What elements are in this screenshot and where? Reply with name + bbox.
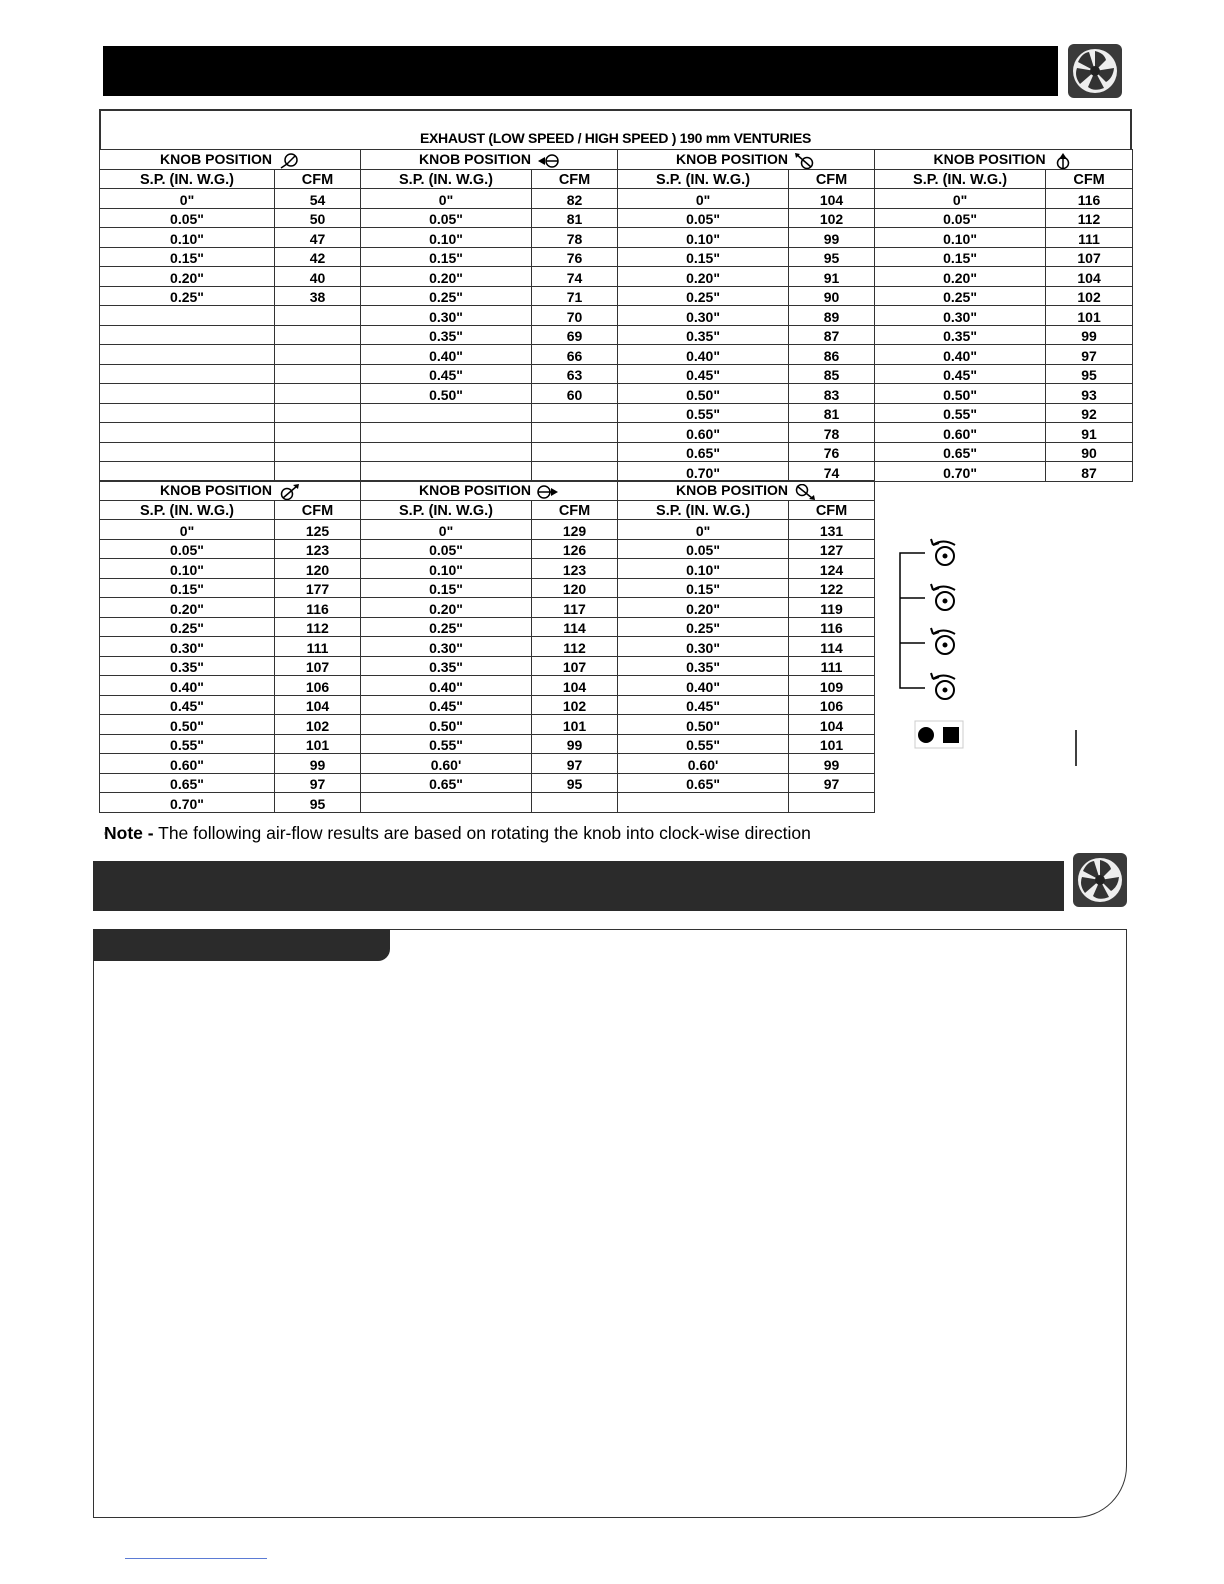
cfm-cell: 106 [789, 695, 875, 715]
cfm-cell: 83 [789, 384, 875, 404]
sp-cell: 0.45" [875, 364, 1046, 384]
sp-cell: 0.45" [361, 695, 532, 715]
cfm-cell: 95 [275, 793, 361, 813]
footer-link-line [125, 1558, 267, 1559]
cfm-cell: 89 [789, 306, 875, 326]
knob-left-arrow-icon [537, 153, 559, 169]
cfm-cell: 63 [532, 364, 618, 384]
knob-header-row [100, 481, 875, 501]
cfm-cell: 177 [275, 578, 361, 598]
knob-position-header [100, 150, 361, 170]
cfm-cell: 127 [789, 539, 875, 559]
sp-cell: 0.15" [100, 578, 275, 598]
cfm-cell: 76 [789, 442, 875, 462]
rotate-ccw-icon [931, 673, 955, 699]
cfm-cell: 60 [532, 384, 618, 404]
knob-position-label: KNOB POSITION [160, 151, 273, 168]
table-row [100, 598, 875, 618]
table-row [100, 462, 1133, 482]
cfm-cell: 99 [789, 228, 875, 248]
cfm-cell: 86 [789, 345, 875, 365]
cfm-cell: 81 [532, 208, 618, 228]
empty-cell [275, 442, 361, 462]
sp-cell: 0.45" [361, 364, 532, 384]
sp-cell: 0.20" [875, 267, 1046, 287]
sp-cell: 0.65" [361, 773, 532, 793]
cfm-cell: 101 [789, 734, 875, 754]
cfm-cell: 85 [789, 364, 875, 384]
cfm-cell: 107 [1046, 247, 1133, 267]
sp-cell: 0.35" [618, 656, 789, 676]
knob-header-row [100, 150, 1133, 170]
sp-cell: 0.55" [100, 734, 275, 754]
sp-cell: 0.30" [361, 637, 532, 657]
sp-cell: 0.10" [618, 228, 789, 248]
sp-cell: 0.40" [618, 676, 789, 696]
cfm-cell: 69 [532, 325, 618, 345]
cfm-cell: 90 [1046, 442, 1133, 462]
sp-cell: 0.05" [618, 539, 789, 559]
note-label: Note - [104, 823, 154, 843]
table-row [100, 384, 1133, 404]
sp-cell: 0.05" [875, 208, 1046, 228]
sp-cell: 0.35" [361, 325, 532, 345]
cfm-cell: 38 [275, 286, 361, 306]
cfm-cell: 102 [1046, 286, 1133, 306]
cfm-cell: 99 [789, 754, 875, 774]
sp-cell: 0.10" [100, 559, 275, 579]
sp-cell: 0.35" [361, 656, 532, 676]
cfm-cell: 111 [789, 656, 875, 676]
table-row [100, 773, 875, 793]
knob-down-right-icon [794, 484, 816, 500]
sp-column-header: S.P. (IN. W.G.) [361, 169, 532, 189]
empty-cell [275, 423, 361, 443]
sp-column-header: S.P. (IN. W.G.) [618, 500, 789, 520]
fan-logo-icon [1073, 853, 1127, 907]
cfm-column-header: CFM [1046, 169, 1133, 189]
cfm-cell: 131 [789, 520, 875, 540]
cfm-column-header: CFM [275, 169, 361, 189]
sp-cell: 0.70" [100, 793, 275, 813]
cfm-cell: 102 [789, 208, 875, 228]
sp-cell: 0.25" [361, 286, 532, 306]
cfm-cell: 66 [532, 345, 618, 365]
header-bar [103, 46, 1058, 96]
sp-column-header: S.P. (IN. W.G.) [100, 169, 275, 189]
sp-cell: 0.30" [100, 637, 275, 657]
cfm-column-header: CFM [275, 500, 361, 520]
sp-cell: 0.50" [100, 715, 275, 735]
cfm-cell: 99 [275, 754, 361, 774]
cfm-cell: 42 [275, 247, 361, 267]
cfm-cell: 126 [532, 539, 618, 559]
sp-cell: 0.65" [618, 442, 789, 462]
table-row [100, 734, 875, 754]
cfm-cell: 112 [1046, 208, 1133, 228]
sp-cell: 0.50" [618, 384, 789, 404]
sp-cell: 0" [361, 189, 532, 209]
cfm-cell: 92 [1046, 403, 1133, 423]
sp-cell: 0.15" [618, 578, 789, 598]
circle-icon [918, 727, 934, 743]
sp-cell: 0.10" [875, 228, 1046, 248]
table-row [100, 208, 1133, 228]
cfm-cell: 95 [789, 247, 875, 267]
sp-cell: 0.60" [100, 754, 275, 774]
sp-cell: 0.10" [361, 228, 532, 248]
note-body: The following air-flow results are based on rotating the knob into clock-wise direction [153, 823, 811, 843]
empty-cell [532, 423, 618, 443]
cfm-cell: 78 [789, 423, 875, 443]
cfm-cell: 123 [275, 539, 361, 559]
cfm-cell: 117 [532, 598, 618, 618]
cfm-cell: 76 [532, 247, 618, 267]
table-title: EXHAUST (LOW SPEED / HIGH SPEED ) 190 mm VENTURIES [419, 130, 812, 146]
sp-cell: 0.70" [618, 462, 789, 482]
cfm-cell: 87 [1046, 462, 1133, 482]
rotate-ccw-icon [931, 584, 955, 610]
sp-cell: 0.25" [618, 286, 789, 306]
cfm-cell: 109 [789, 676, 875, 696]
table-row [100, 539, 875, 559]
sp-cell: 0.65" [618, 773, 789, 793]
knob-position-label: KNOB POSITION [676, 151, 789, 168]
table-row [100, 676, 875, 696]
sp-cell: 0.40" [361, 676, 532, 696]
knob-position-header [361, 150, 618, 170]
section-bar [93, 861, 1064, 911]
cfm-cell: 95 [1046, 364, 1133, 384]
sp-cell: 0.25" [875, 286, 1046, 306]
sp-cell: 0.60" [875, 423, 1046, 443]
column-header-row [100, 500, 875, 520]
sp-cell: 0.65" [100, 773, 275, 793]
knob-position-label: KNOB POSITION [933, 151, 1046, 168]
cfm-cell: 93 [1046, 384, 1133, 404]
table-row [100, 247, 1133, 267]
empty-cell [100, 442, 275, 462]
sp-cell: 0" [100, 189, 275, 209]
knob-up-arrow-icon [1052, 153, 1074, 169]
table-row [100, 656, 875, 676]
cfm-cell: 106 [275, 676, 361, 696]
sp-cell: 0.25" [618, 617, 789, 637]
cfm-cell: 114 [789, 637, 875, 657]
sp-cell: 0.55" [618, 734, 789, 754]
empty-cell [275, 403, 361, 423]
cfm-cell: 104 [1046, 267, 1133, 287]
cfm-cell: 74 [789, 462, 875, 482]
sp-cell: 0.15" [100, 247, 275, 267]
airflow-table-upper [99, 149, 1133, 482]
empty-cell [100, 345, 275, 365]
note-text [104, 823, 811, 844]
rotate-ccw-icon [931, 539, 955, 565]
empty-cell [532, 462, 618, 482]
cfm-cell: 74 [532, 267, 618, 287]
cfm-cell: 119 [789, 598, 875, 618]
cfm-column-header: CFM [532, 169, 618, 189]
sp-cell: 0.55" [875, 403, 1046, 423]
cfm-cell: 81 [789, 403, 875, 423]
knob-up-right-icon [278, 484, 300, 500]
table-row [100, 637, 875, 657]
table-row [100, 364, 1133, 384]
content-panel [93, 929, 1127, 1518]
cfm-cell: 112 [275, 617, 361, 637]
sp-cell: 0.05" [361, 208, 532, 228]
empty-cell [532, 442, 618, 462]
cfm-cell: 129 [532, 520, 618, 540]
sp-cell: 0.20" [618, 267, 789, 287]
cfm-column-header: CFM [789, 169, 875, 189]
table-row [100, 559, 875, 579]
sp-cell: 0.70" [875, 462, 1046, 482]
sp-cell: 0.20" [100, 598, 275, 618]
sp-cell: 0.55" [618, 403, 789, 423]
sp-cell: 0.40" [361, 345, 532, 365]
cfm-cell: 111 [1046, 228, 1133, 248]
cfm-cell: 125 [275, 520, 361, 540]
sp-cell: 0.60' [618, 754, 789, 774]
table-row [100, 325, 1133, 345]
knob-position-header [100, 481, 361, 501]
cfm-cell: 116 [789, 617, 875, 637]
cfm-cell: 90 [789, 286, 875, 306]
sp-cell: 0.30" [361, 306, 532, 326]
empty-cell [100, 462, 275, 482]
cfm-cell: 101 [1046, 306, 1133, 326]
cfm-cell: 40 [275, 267, 361, 287]
sp-cell: 0" [618, 189, 789, 209]
sp-cell: 0.60' [361, 754, 532, 774]
table-row [100, 520, 875, 540]
sp-column-header: S.P. (IN. W.G.) [100, 500, 275, 520]
knob-position-label: KNOB POSITION [419, 482, 532, 499]
sp-cell: 0.40" [875, 345, 1046, 365]
sp-cell: 0.50" [875, 384, 1046, 404]
sp-cell: 0.40" [618, 345, 789, 365]
empty-cell [361, 423, 532, 443]
cfm-column-header: CFM [789, 500, 875, 520]
cfm-column-header: CFM [532, 500, 618, 520]
sp-cell: 0.50" [361, 384, 532, 404]
empty-cell [361, 793, 532, 813]
sp-cell: 0.25" [100, 286, 275, 306]
knob-position-label: KNOB POSITION [676, 482, 789, 499]
empty-cell [100, 423, 275, 443]
sp-cell: 0.15" [875, 247, 1046, 267]
square-icon [943, 727, 959, 743]
sp-cell: 0.05" [100, 208, 275, 228]
cfm-cell: 120 [532, 578, 618, 598]
cfm-cell: 47 [275, 228, 361, 248]
sp-column-header: S.P. (IN. W.G.) [618, 169, 789, 189]
sp-cell: 0.15" [361, 247, 532, 267]
sp-cell: 0.10" [100, 228, 275, 248]
sp-cell: 0.65" [875, 442, 1046, 462]
cfm-cell: 54 [275, 189, 361, 209]
cfm-cell: 97 [789, 773, 875, 793]
sp-cell: 0.05" [618, 208, 789, 228]
cfm-cell: 102 [532, 695, 618, 715]
table-row [100, 695, 875, 715]
empty-cell [618, 793, 789, 813]
table-row [100, 403, 1133, 423]
knob-diagonal-icon [278, 153, 300, 169]
sp-cell: 0.30" [618, 306, 789, 326]
cfm-cell: 70 [532, 306, 618, 326]
sp-cell: 0.60" [618, 423, 789, 443]
cfm-cell: 122 [789, 578, 875, 598]
cfm-cell: 116 [275, 598, 361, 618]
cfm-cell: 101 [532, 715, 618, 735]
empty-cell [361, 462, 532, 482]
empty-cell [789, 793, 875, 813]
sp-cell: 0.10" [618, 559, 789, 579]
cfm-cell: 114 [532, 617, 618, 637]
sp-cell: 0.35" [100, 656, 275, 676]
empty-cell [275, 384, 361, 404]
cfm-cell: 95 [532, 773, 618, 793]
cfm-cell: 99 [532, 734, 618, 754]
cfm-cell: 104 [275, 695, 361, 715]
table-row [100, 286, 1133, 306]
sp-cell: 0.45" [618, 364, 789, 384]
table-row [100, 228, 1133, 248]
sp-cell: 0.50" [618, 715, 789, 735]
sp-cell: 0" [618, 520, 789, 540]
sp-cell: 0.30" [618, 637, 789, 657]
knob-up-left-icon [794, 153, 816, 169]
airflow-table-lower [99, 480, 875, 813]
empty-cell [361, 442, 532, 462]
cfm-cell: 124 [789, 559, 875, 579]
knob-position-header [618, 150, 875, 170]
sp-cell: 0.25" [100, 617, 275, 637]
empty-cell [275, 462, 361, 482]
column-header-row [100, 169, 1133, 189]
cfm-cell: 101 [275, 734, 361, 754]
sp-cell: 0.05" [361, 539, 532, 559]
cfm-cell: 104 [532, 676, 618, 696]
sp-cell: 0.15" [618, 247, 789, 267]
table-row [100, 345, 1133, 365]
empty-cell [361, 403, 532, 423]
sp-cell: 0.45" [100, 695, 275, 715]
table-row [100, 267, 1133, 287]
sp-cell: 0" [361, 520, 532, 540]
empty-cell [100, 384, 275, 404]
knob-position-label: KNOB POSITION [419, 151, 532, 168]
sp-cell: 0.55" [361, 734, 532, 754]
cfm-cell: 87 [789, 325, 875, 345]
sp-cell: 0.40" [100, 676, 275, 696]
cfm-cell: 116 [1046, 189, 1133, 209]
cfm-cell: 97 [1046, 345, 1133, 365]
empty-cell [100, 364, 275, 384]
empty-cell [100, 325, 275, 345]
sp-cell: 0.10" [361, 559, 532, 579]
cfm-cell: 50 [275, 208, 361, 228]
sp-cell: 0.50" [361, 715, 532, 735]
sp-cell: 0.35" [618, 325, 789, 345]
empty-cell [532, 403, 618, 423]
sp-cell: 0" [875, 189, 1046, 209]
sp-cell: 0.20" [361, 267, 532, 287]
empty-cell [100, 306, 275, 326]
cfm-cell: 111 [275, 637, 361, 657]
table-row [100, 793, 875, 813]
knob-position-header [361, 481, 618, 501]
cfm-cell: 71 [532, 286, 618, 306]
sp-cell: 0.45" [618, 695, 789, 715]
knob-position-label: KNOB POSITION [160, 482, 273, 499]
table-row [100, 715, 875, 735]
sp-cell: 0.20" [100, 267, 275, 287]
table-row [100, 578, 875, 598]
sp-cell: 0.05" [100, 539, 275, 559]
panel-tab [93, 929, 390, 961]
table-row [100, 189, 1133, 209]
rotate-ccw-icon [931, 628, 955, 654]
cfm-cell: 120 [275, 559, 361, 579]
table-row [100, 442, 1133, 462]
fan-logo-icon [1068, 44, 1122, 98]
cfm-cell: 91 [1046, 423, 1133, 443]
cfm-cell: 112 [532, 637, 618, 657]
cfm-cell: 82 [532, 189, 618, 209]
cfm-cell: 102 [275, 715, 361, 735]
cfm-cell: 107 [532, 656, 618, 676]
knob-position-header [875, 150, 1133, 170]
table-row [100, 617, 875, 637]
cfm-cell: 107 [275, 656, 361, 676]
empty-cell [100, 403, 275, 423]
sp-cell: 0" [100, 520, 275, 540]
sp-column-header: S.P. (IN. W.G.) [875, 169, 1046, 189]
table-row [100, 423, 1133, 443]
cfm-cell: 104 [789, 189, 875, 209]
cfm-cell: 97 [532, 754, 618, 774]
sp-column-header: S.P. (IN. W.G.) [361, 500, 532, 520]
cfm-cell: 123 [532, 559, 618, 579]
cfm-cell: 78 [532, 228, 618, 248]
cfm-cell: 97 [275, 773, 361, 793]
sp-cell: 0.20" [618, 598, 789, 618]
knob-legend [895, 535, 1085, 770]
knob-right-arrow-icon [537, 484, 559, 500]
cfm-cell: 104 [789, 715, 875, 735]
knob-position-header [618, 481, 875, 501]
empty-cell [275, 325, 361, 345]
empty-cell [275, 364, 361, 384]
table-row [100, 754, 875, 774]
sp-cell: 0.35" [875, 325, 1046, 345]
cfm-cell: 91 [789, 267, 875, 287]
empty-cell [275, 345, 361, 365]
cfm-cell: 99 [1046, 325, 1133, 345]
empty-cell [275, 306, 361, 326]
sp-cell: 0.15" [361, 578, 532, 598]
sp-cell: 0.30" [875, 306, 1046, 326]
table-row [100, 306, 1133, 326]
empty-cell [532, 793, 618, 813]
sp-cell: 0.25" [361, 617, 532, 637]
sp-cell: 0.20" [361, 598, 532, 618]
